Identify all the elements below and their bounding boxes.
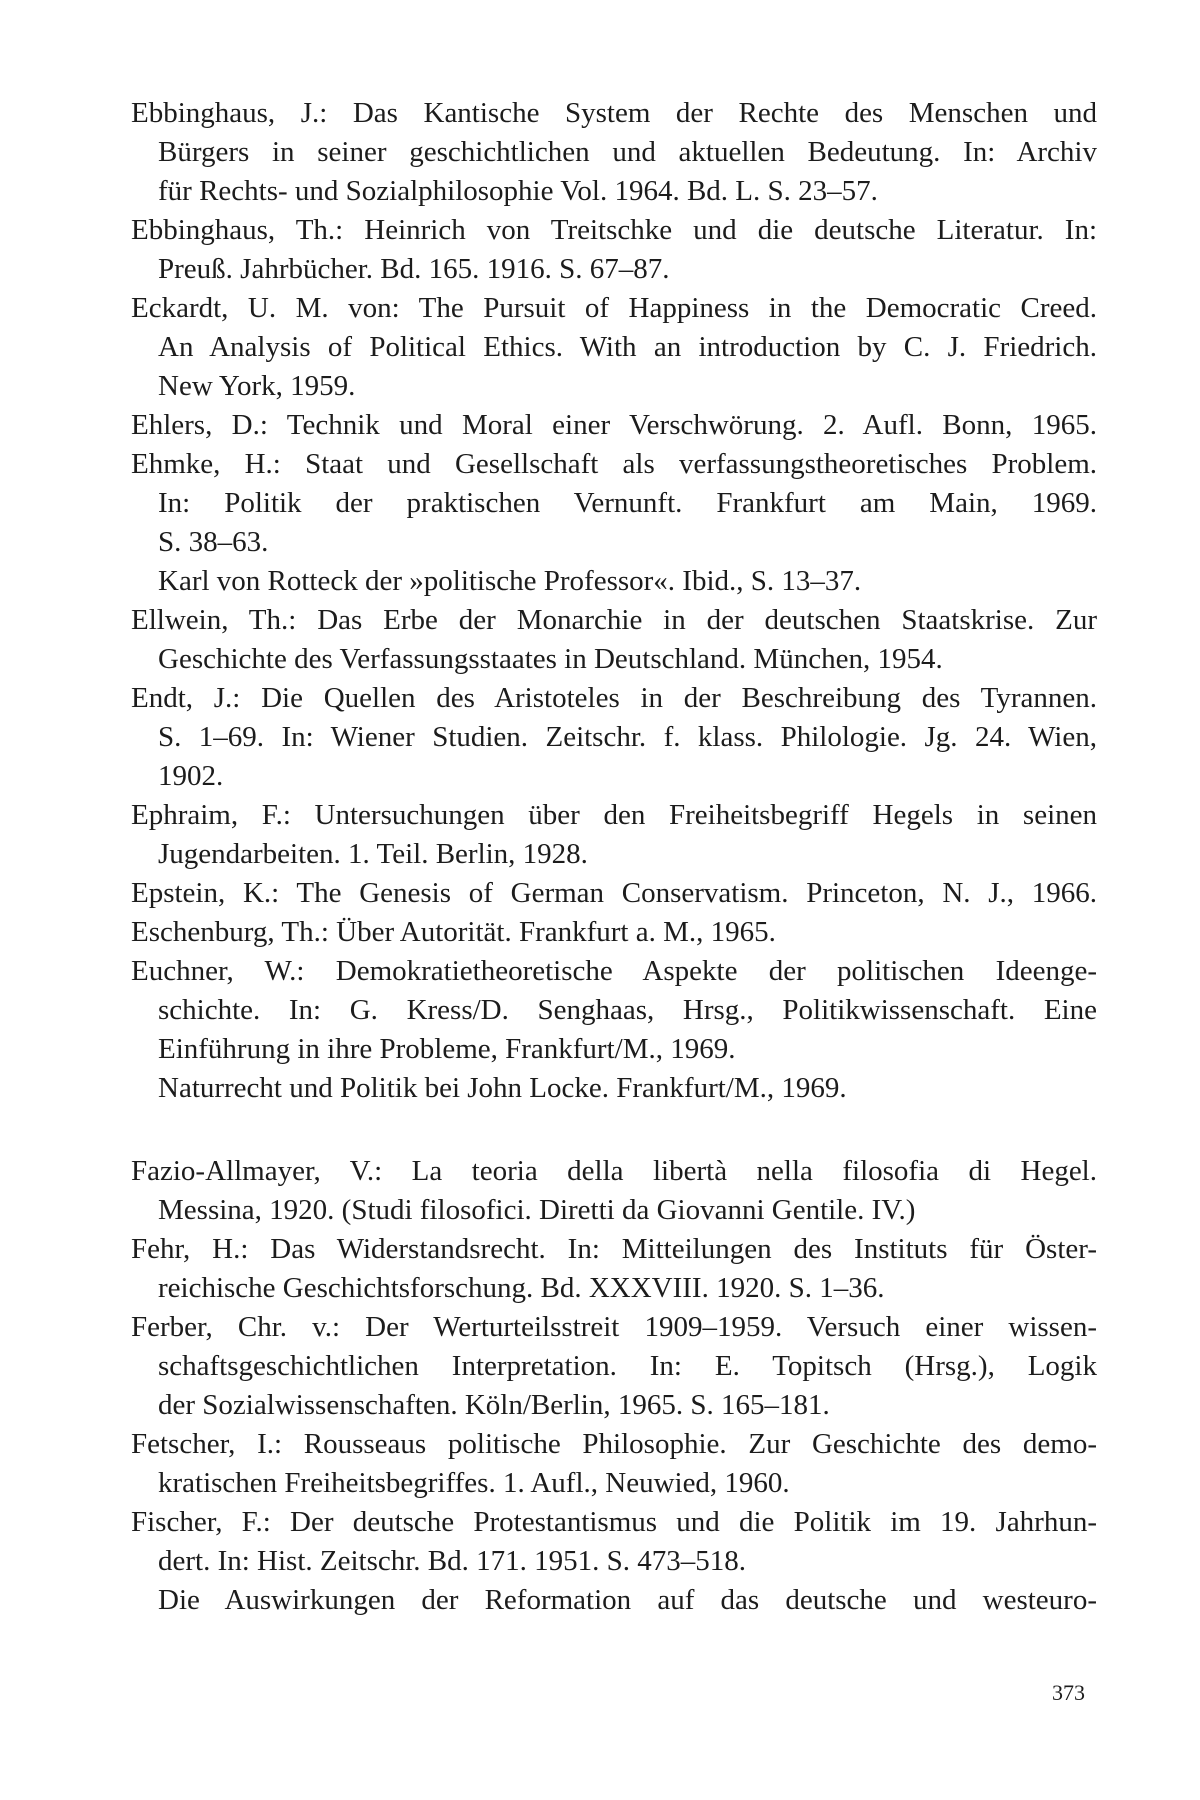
bibliography-entry-line: Ellwein, Th.: Das Erbe der Monarchie in der deutschen Staatskrise. Zur bbox=[131, 604, 1097, 636]
bibliography-entry-line: Fazio-Allmayer, V.: La teoria della libertà nella filosofia di Hegel. bbox=[131, 1155, 1097, 1187]
bibliography-continuation-line: New York, 1959. bbox=[158, 370, 356, 402]
bibliography-continuation-line: Naturrecht und Politik bei John Locke. Frankfurt/M., 1969. bbox=[158, 1072, 847, 1104]
bibliography-entry-line: Ephraim, F.: Untersuchungen über den Freiheitsbegriff Hegels in seinen bbox=[131, 799, 1097, 831]
section-gap bbox=[131, 1108, 1097, 1152]
bibliography-continuation-line: dert. In: Hist. Zeitschr. Bd. 171. 1951. S. 473–518. bbox=[158, 1545, 747, 1577]
bibliography-continuation-line: kratischen Freiheitsbegriffes. 1. Aufl., Neuwied, 1960. bbox=[158, 1467, 790, 1499]
bibliography-entry-line: Ehlers, D.: Technik und Moral einer Verschwörung. 2. Aufl. Bonn, 1965. bbox=[131, 409, 1097, 441]
bibliography-continuation-line: Jugendarbeiten. 1. Teil. Berlin, 1928. bbox=[158, 838, 588, 870]
bibliography-entry-line: Ehmke, H.: Staat und Gesellschaft als verfassungstheoretisches Problem. bbox=[131, 448, 1097, 480]
bibliography-entry-line: Ebbinghaus, Th.: Heinrich von Treitschke und die deutsche Literatur. In: bbox=[131, 214, 1097, 246]
bibliography-continuation-line: Geschichte des Verfassungsstaates in Deutschland. München, 1954. bbox=[158, 643, 943, 675]
bibliography-continuation-line: reichische Geschichtsforschung. Bd. XXXVIII. 1920. S. 1–36. bbox=[158, 1272, 885, 1304]
bibliography-continuation-line: Messina, 1920. (Studi filosofici. Diretti da Giovanni Gentile. IV.) bbox=[158, 1194, 916, 1226]
bibliography-entry-line: Fetscher, I.: Rousseaus politische Philosophie. Zur Geschichte des demo- bbox=[131, 1428, 1097, 1460]
bibliography-entry-line: Ebbinghaus, J.: Das Kantische System der Rechte des Menschen und bbox=[131, 97, 1097, 129]
bibliography-entry-line: Eschenburg, Th.: Über Autorität. Frankfurt a. M., 1965. bbox=[131, 916, 776, 948]
bibliography-continuation-line: An Analysis of Political Ethics. With an introduction by C. J. Friedrich. bbox=[158, 331, 1097, 363]
bibliography-continuation-line: schichte. In: G. Kress/D. Senghaas, Hrsg., Politikwissenschaft. Eine bbox=[158, 994, 1097, 1026]
bibliography-entry-line: Fischer, F.: Der deutsche Protestantismus und die Politik im 19. Jahrhun- bbox=[131, 1506, 1097, 1538]
bibliography-entry-line: Endt, J.: Die Quellen des Aristoteles in der Beschreibung des Tyrannen. bbox=[131, 682, 1097, 714]
bibliography-continuation-line: In: Politik der praktischen Vernunft. Frankfurt am Main, 1969. bbox=[158, 487, 1097, 519]
bibliography-entry-line: Ferber, Chr. v.: Der Werturteilsstreit 1909–1959. Versuch einer wissen- bbox=[131, 1311, 1097, 1343]
bibliography-continuation-line: Bürgers in seiner geschichtlichen und aktuellen Bedeutung. In: Archiv bbox=[158, 136, 1097, 168]
bibliography-continuation-line: Preuß. Jahrbücher. Bd. 165. 1916. S. 67–87. bbox=[158, 253, 670, 285]
bibliography-continuation-line: der Sozialwissenschaften. Köln/Berlin, 1965. S. 165–181. bbox=[158, 1389, 830, 1421]
page-number: 373 bbox=[1052, 1680, 1085, 1705]
bibliography-entry-line: Eckardt, U. M. von: The Pursuit of Happiness in the Democratic Creed. bbox=[131, 292, 1097, 324]
bibliography-continuation-line: Karl von Rotteck der »politische Professor«. Ibid., S. 13–37. bbox=[158, 565, 862, 597]
bibliography-continuation-line: 1902. bbox=[158, 760, 224, 792]
bibliography-continuation-line: Einführung in ihre Probleme, Frankfurt/M., 1969. bbox=[158, 1033, 736, 1065]
bibliography-continuation-line: S. 38–63. bbox=[158, 526, 269, 558]
bibliography-continuation-line: für Rechts- und Sozialphilosophie Vol. 1964. Bd. L. S. 23–57. bbox=[158, 175, 878, 207]
bibliography-continuation-line: schaftsgeschichtlichen Interpretation. In: E. Topitsch (Hrsg.), Logik bbox=[158, 1350, 1097, 1382]
bibliography-list bbox=[131, 94, 1097, 1620]
bibliography-continuation-line: S. 1–69. In: Wiener Studien. Zeitschr. f. klass. Philologie. Jg. 24. Wien, bbox=[158, 721, 1097, 753]
bibliography-entry-line: Fehr, H.: Das Widerstandsrecht. In: Mitteilungen des Instituts für Öster- bbox=[131, 1233, 1097, 1265]
bibliography-continuation-line: Die Auswirkungen der Reformation auf das deutsche und westeuro- bbox=[158, 1584, 1097, 1616]
bibliography-entry-line: Euchner, W.: Demokratietheoretische Aspekte der politischen Ideenge- bbox=[131, 955, 1097, 987]
bibliography-entry-line: Epstein, K.: The Genesis of German Conservatism. Princeton, N. J., 1966. bbox=[131, 877, 1097, 909]
